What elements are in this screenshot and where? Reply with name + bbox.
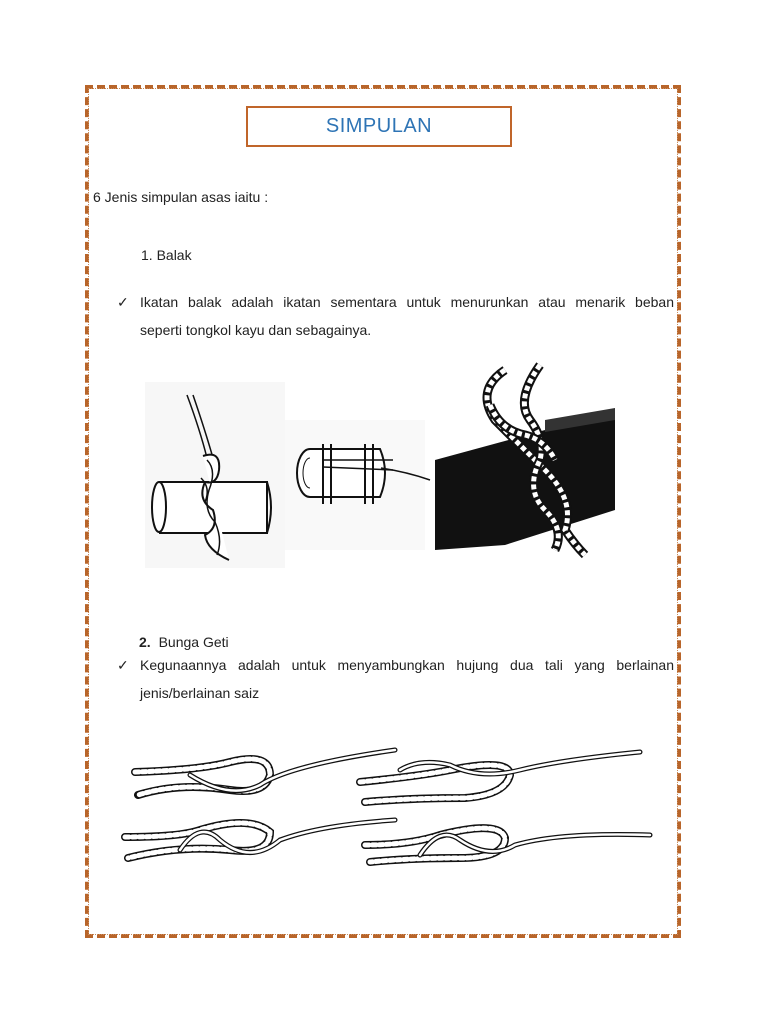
section2-number: 2.: [139, 634, 151, 650]
timber-hitch-illustration: [145, 360, 625, 580]
section1-heading: 1. Balak: [141, 247, 192, 263]
check-icon: ✓: [117, 294, 129, 310]
section2-line1: Kegunaannya adalah untuk menyambungkan hujung dua tali yang berlainan: [140, 657, 674, 673]
title-box: [246, 106, 512, 147]
section2-heading: Bunga Geti: [158, 634, 229, 650]
section2-heading-row: [139, 633, 229, 651]
page-title: SIMPULAN: [325, 115, 433, 137]
check-icon: ✓: [117, 657, 129, 673]
intro-text: 6 Jenis simpulan asas iaitu :: [93, 189, 269, 205]
sheet-bend-illustration: [120, 740, 660, 890]
section1-line1: Ikatan balak adalah ikatan sementara untuk menurunkan atau menarik beban: [140, 294, 674, 310]
section1-line2: seperti tongkol kayu dan sebagainya.: [140, 322, 372, 338]
section2-line2: jenis/berlainan saiz: [140, 685, 260, 701]
